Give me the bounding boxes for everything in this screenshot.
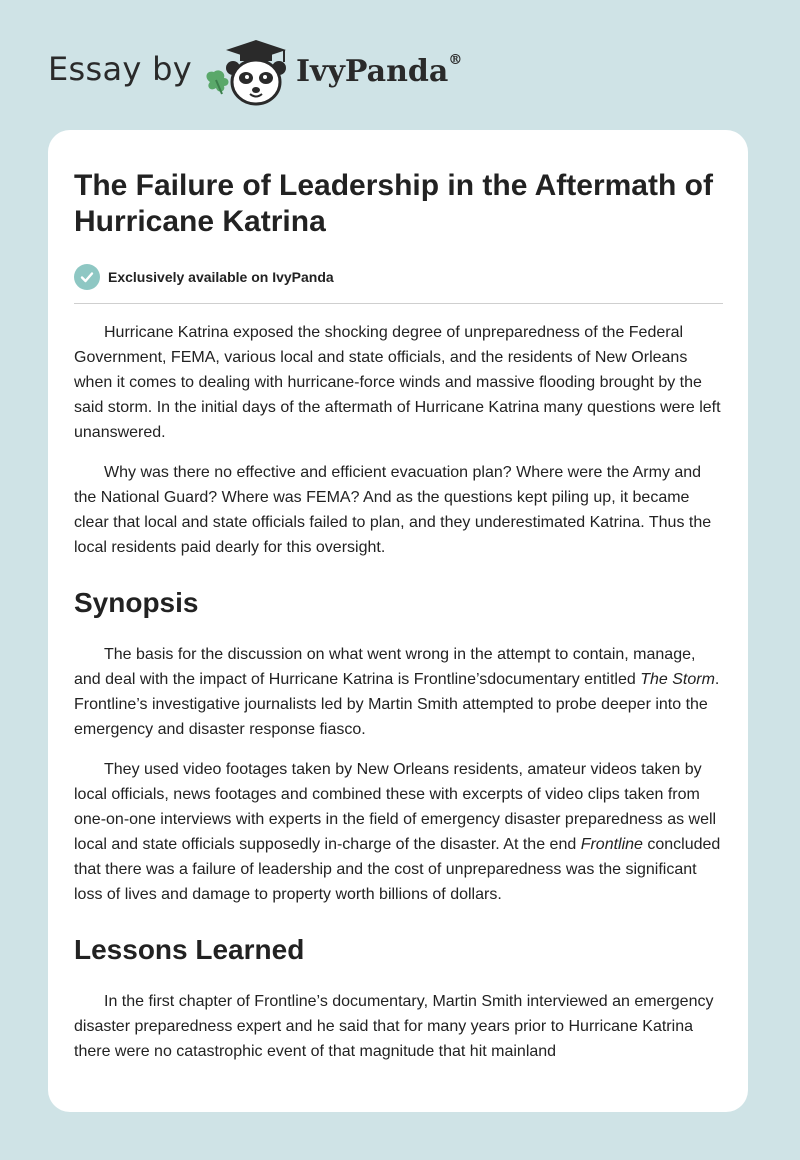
panda-logo-icon[interactable] [200, 36, 292, 108]
synopsis-heading: Synopsis [74, 587, 199, 618]
registered-mark: ® [448, 52, 463, 68]
divider [74, 303, 723, 304]
lessons-heading: Lessons Learned [74, 934, 305, 965]
synopsis-paragraph-2: They used video footages taken by New Orleans residents, amateur videos taken by local officials, news footages and combined these with excerpts of video clips taken from one-on-one interviews with experts in the field of emergency disaster preparedness as well local and state officials supposedly in-charge of the disaster. At the end Frontline concluded that there was a failure of leadership and the cost of unpreparedness was the significant loss of lives and damage to property worth billions of dollars. [74, 761, 721, 903]
synopsis-paragraph-1: The basis for the discussion on what went wrong in the attempt to contain, manage, and deal with the impact of Hurricane Katrina is Frontline’sdocumentary entitled The Storm. Frontline’s investigative journalists led by Martin Smith attempted to probe deeper into the emergency and disaster response fiasco. [74, 646, 720, 738]
article-card [48, 130, 748, 1112]
essay-by-label: Essay by [48, 50, 192, 88]
page-title: The Failure of Leadership in the Aftermath of Hurricane Katrina [74, 169, 713, 238]
exclusive-badge-text: Exclusively available on IvyPanda [108, 269, 334, 285]
checkmark-icon [74, 264, 100, 290]
article-body [74, 320, 724, 1079]
documentary-title: The Storm [640, 671, 715, 688]
site-header [0, 0, 800, 130]
brand-name[interactable]: IvyPanda® [296, 52, 463, 89]
intro-paragraph-2: Why was there no effective and efficient evacuation plan? Where were the Army and the National Guard? Where was FEMA? And as the questions kept piling up, it became clear that local and state officials failed to plan, and they underestimated Katrina. Thus the local residents paid dearly for this oversight. [74, 464, 712, 556]
intro-paragraph-1: Hurricane Katrina exposed the shocking degree of unpreparedness of the Federal Government, FEMA, various local and state officials, and the residents of New Orleans when it comes to dealing with hurricane-force winds and massive flooding brought by the said storm. In the initial days of the aftermath of Hurricane Katrina many questions were left unanswered. [74, 324, 721, 441]
frontline-title: Frontline [580, 836, 643, 853]
exclusive-badge [74, 264, 334, 290]
lessons-paragraph-1: In the first chapter of Frontline’s documentary, Martin Smith interviewed an emergency disaster preparedness expert and he said that for many years prior to Hurricane Katrina there were no catastrophic event of that magnitude that hit mainland [74, 993, 714, 1060]
